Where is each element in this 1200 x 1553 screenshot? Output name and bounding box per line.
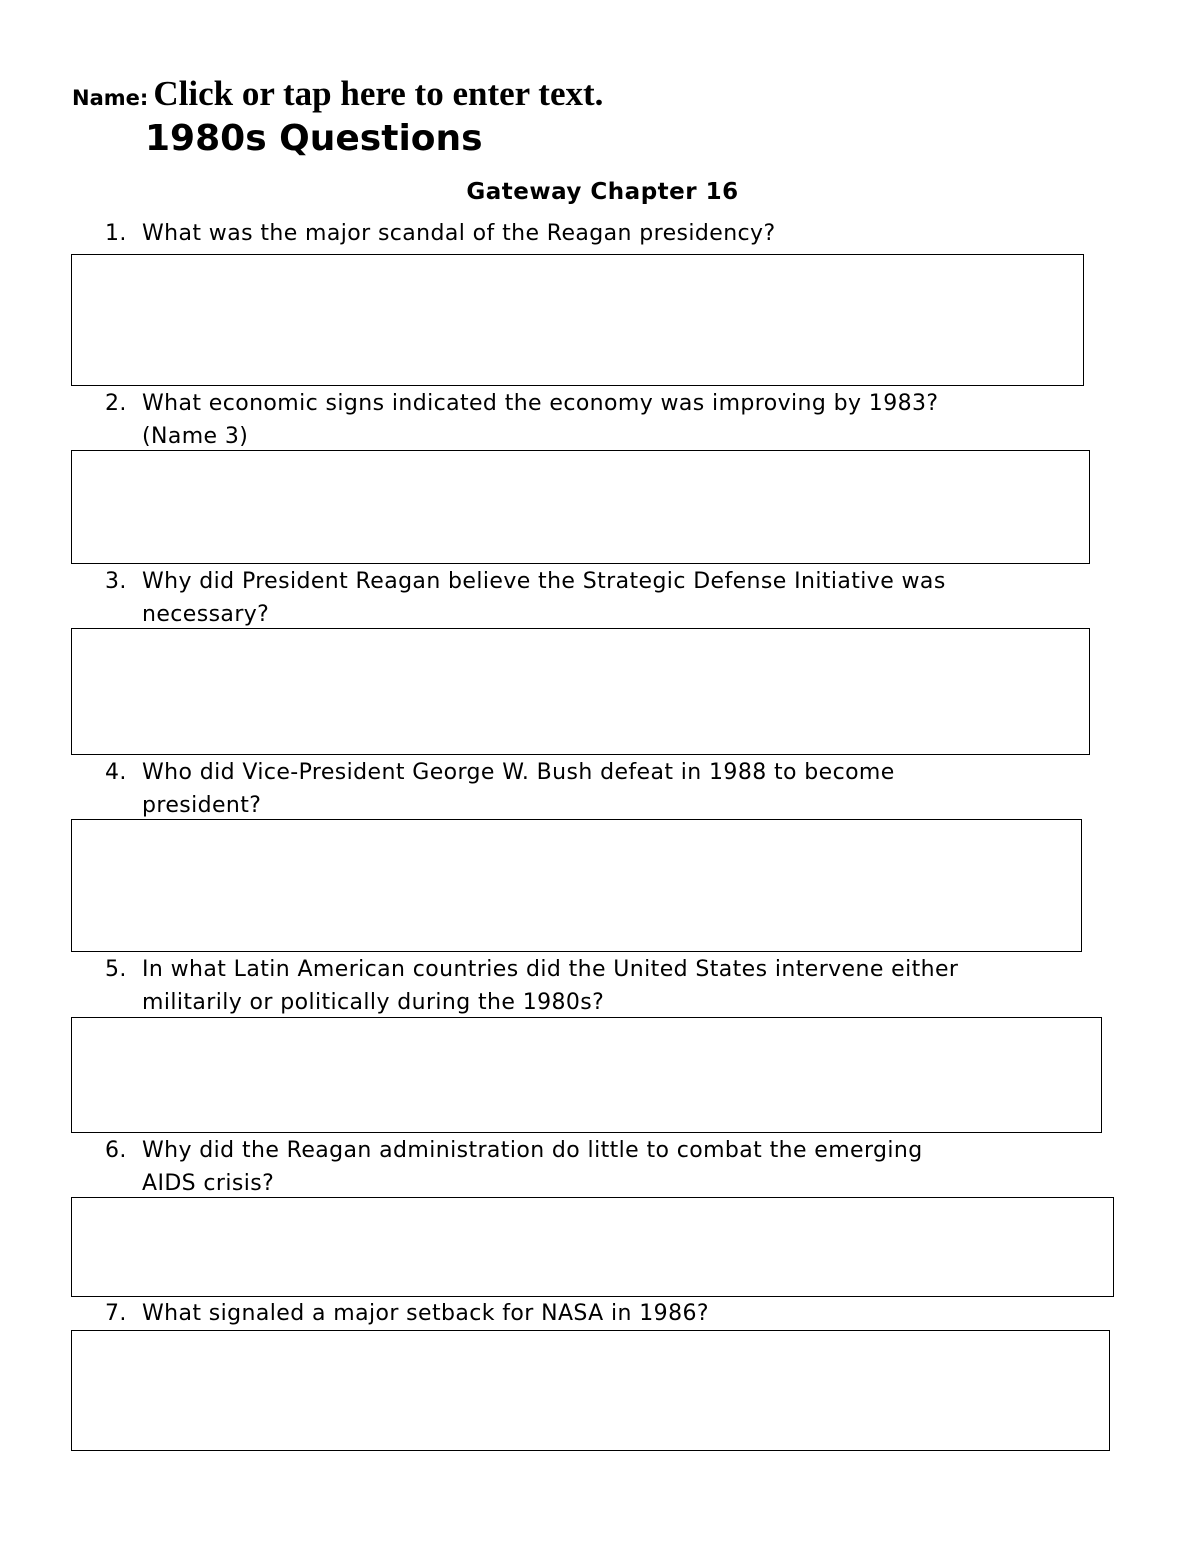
answer-box-1[interactable] (71, 254, 1084, 386)
question-text: What was the major scandal of the Reagan presidency? (142, 221, 776, 246)
name-line (72, 74, 603, 114)
answer-box-4[interactable] (71, 819, 1082, 952)
question-3 (105, 565, 946, 631)
question-text: Why did the Reagan administration do little to combat the emerging (142, 1138, 923, 1163)
question-number: 7. (105, 1301, 127, 1326)
answer-box-3[interactable] (71, 628, 1090, 755)
answer-box-6[interactable] (71, 1197, 1114, 1297)
question-text: What signaled a major setback for NASA in 1986? (142, 1301, 709, 1326)
question-2 (105, 387, 938, 453)
answer-box-2[interactable] (71, 450, 1090, 564)
question-4 (105, 756, 895, 822)
question-text-continued: militarily or politically during the 1980s? (142, 990, 605, 1015)
question-text: What economic signs indicated the economy was improving by 1983? (142, 391, 939, 416)
question-6 (105, 1134, 923, 1200)
question-text-continued: president? (142, 793, 262, 818)
question-text: In what Latin American countries did the United States intervene either (142, 957, 959, 982)
question-number: 5. (105, 957, 127, 982)
question-7 (105, 1297, 709, 1330)
question-1 (105, 217, 776, 250)
question-number: 6. (105, 1138, 127, 1163)
answer-box-7[interactable] (71, 1330, 1110, 1451)
question-5 (105, 953, 958, 1019)
question-text-continued: (Name 3) (142, 424, 249, 449)
answer-box-5[interactable] (71, 1017, 1102, 1133)
question-text-continued: necessary? (142, 602, 270, 627)
question-text: Why did President Reagan believe the Strategic Defense Initiative was (142, 569, 946, 594)
question-number: 3. (105, 569, 127, 594)
question-text-continued: AIDS crisis? (142, 1171, 275, 1196)
question-text: Who did Vice-President George W. Bush defeat in 1988 to become (142, 760, 895, 785)
question-number: 1. (105, 221, 127, 246)
name-label: Name: (72, 86, 149, 110)
name-input[interactable]: Click or tap here to enter text. (153, 74, 604, 113)
question-number: 2. (105, 391, 127, 416)
question-number: 4. (105, 760, 127, 785)
document-title: 1980s Questions (145, 118, 483, 159)
document-subtitle: Gateway Chapter 16 (466, 179, 739, 205)
